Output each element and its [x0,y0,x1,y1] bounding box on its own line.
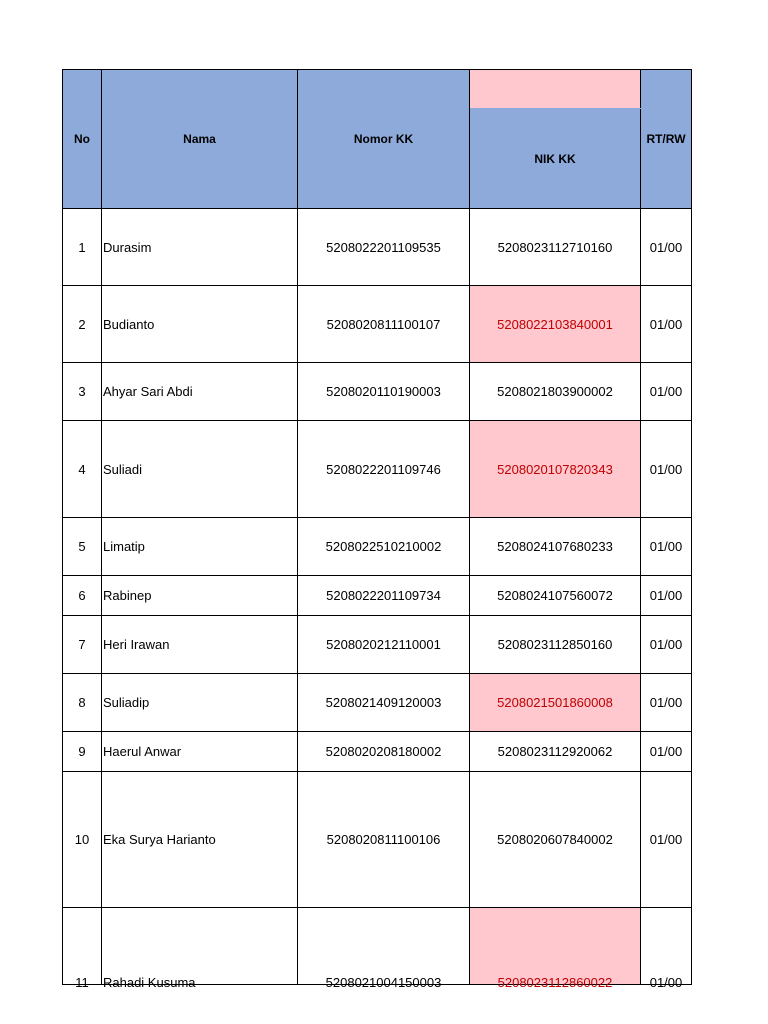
table-row [63,421,692,518]
cell-nik-kk[interactable]: 5208023112850160 [470,616,641,674]
cell-rt-rw[interactable]: 01/00 [641,286,692,363]
cell-nomor-kk[interactable] [298,908,470,990]
spreadsheet [62,69,691,990]
cell-no[interactable]: 9 [63,732,102,772]
cell-nik-kk-flagged[interactable] [470,908,641,990]
cell-rt-rw[interactable]: 01/00 [641,421,692,518]
table-row [63,286,692,363]
table-row [63,772,692,908]
cell-nomor-kk[interactable]: 5208022201109734 [298,576,470,616]
cell-no[interactable]: 4 [63,421,102,518]
cell-nik-kk[interactable]: 5208023112920062 [470,732,641,772]
cell-text: 5208023112860022 [497,975,613,990]
cell-nama[interactable] [102,908,298,990]
cell-rt-rw[interactable]: 01/00 [641,732,692,772]
cell-nama[interactable]: Eka Surya Harianto [102,772,298,908]
header-nama[interactable]: Nama [102,70,298,209]
cell-text: 01/00 [649,975,683,990]
cell-no[interactable]: 5 [63,518,102,576]
cell-nama[interactable]: Heri Irawan [102,616,298,674]
cell-no[interactable]: 10 [63,772,102,908]
cell-nik-kk-flagged[interactable]: 5208022103840001 [470,286,641,363]
header-nomor-kk[interactable]: Nomor KK [298,70,470,209]
cell-nomor-kk[interactable]: 5208020208180002 [298,732,470,772]
table-row [63,908,692,985]
cell-text: 11 [75,975,89,990]
cell-no[interactable]: 3 [63,363,102,421]
cell-nama[interactable]: Haerul Anwar [102,732,298,772]
header-no[interactable]: No [63,70,102,209]
table-row [63,363,692,421]
cell-nomor-kk[interactable]: 5208020811100107 [298,286,470,363]
cell-nik-kk[interactable]: 5208024107680233 [470,518,641,576]
cell-no[interactable]: 2 [63,286,102,363]
cell-nama[interactable]: Budianto [102,286,298,363]
data-table [62,69,692,990]
cell-rt-rw[interactable]: 01/00 [641,209,692,286]
cell-nomor-kk[interactable]: 5208022201109535 [298,209,470,286]
cell-nomor-kk[interactable]: 5208021409120003 [298,674,470,732]
table-row [63,518,692,576]
cell-no[interactable]: 1 [63,209,102,286]
cell-nomor-kk[interactable]: 5208020811100106 [298,772,470,908]
cell-text: Rahadi Kusuma [103,975,196,990]
cell-nik-kk-flagged[interactable]: 5208021501860008 [470,674,641,732]
cell-no[interactable]: 6 [63,576,102,616]
cell-rt-rw[interactable] [641,908,692,990]
cell-nik-kk[interactable]: 5208020607840002 [470,772,641,908]
cell-text: 5208021004150003 [325,975,442,990]
cell-nik-kk-flagged[interactable]: 5208020107820343 [470,421,641,518]
table-row [63,209,692,286]
cell-rt-rw[interactable]: 01/00 [641,616,692,674]
cell-rt-rw[interactable]: 01/00 [641,518,692,576]
cell-rt-rw[interactable]: 01/00 [641,674,692,732]
table-row [63,576,692,616]
cell-nama[interactable]: Limatip [102,518,298,576]
cell-rt-rw[interactable]: 01/00 [641,772,692,908]
table-body [63,209,692,990]
cell-no[interactable]: 7 [63,616,102,674]
header-rt-rw[interactable]: RT/RW [641,70,692,209]
cell-nama[interactable]: Suliadi [102,421,298,518]
cell-nik-kk[interactable]: 5208024107560072 [470,576,641,616]
cell-nama[interactable]: Ahyar Sari Abdi [102,363,298,421]
cell-nik-kk[interactable]: 5208021803900002 [470,363,641,421]
cell-no[interactable] [63,908,102,990]
cell-nomor-kk[interactable]: 5208020110190003 [298,363,470,421]
cell-nomor-kk[interactable]: 5208022510210002 [298,518,470,576]
table-row [63,732,692,772]
header-nik-kk-highlight[interactable] [470,70,641,109]
cell-nomor-kk[interactable]: 5208020212110001 [298,616,470,674]
cell-rt-rw[interactable]: 01/00 [641,363,692,421]
table-row [63,616,692,674]
header-nik-kk[interactable]: NIK KK [470,109,641,209]
cell-nomor-kk[interactable]: 5208022201109746 [298,421,470,518]
cell-nik-kk[interactable]: 5208023112710160 [470,209,641,286]
cell-nama[interactable]: Rabinep [102,576,298,616]
cell-nama[interactable]: Durasim [102,209,298,286]
cell-rt-rw[interactable]: 01/00 [641,576,692,616]
cell-nama[interactable]: Suliadip [102,674,298,732]
cell-no[interactable]: 8 [63,674,102,732]
table-row [63,674,692,732]
